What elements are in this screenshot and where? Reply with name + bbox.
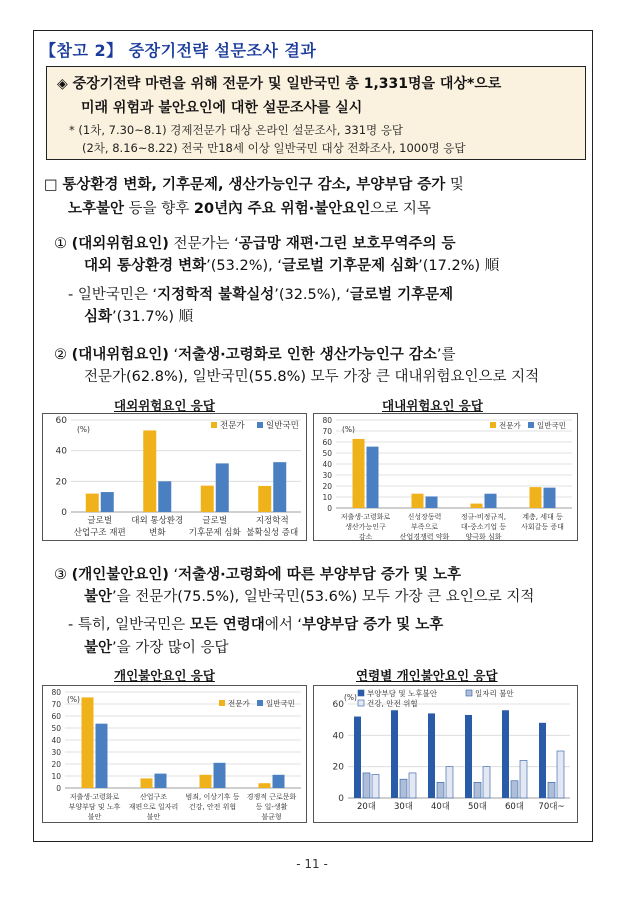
chart-4-legend-label: 일자리 불안 (475, 689, 514, 698)
chart-4-y-tick: 20 (332, 762, 344, 773)
summary-note-2: (2차, 8.16~8.22) 전국 만18세 이상 일반국민 대상 전화조사, 1000명 응답 (82, 141, 466, 155)
chart-1-x-label: 변화 (149, 528, 166, 538)
chart-2-x-label: 신성장동력 (407, 513, 442, 521)
chart-4-bar (437, 782, 444, 798)
chart-3-y-tick: 60 (51, 712, 61, 721)
chart-2-x-label: 부족으로 (410, 523, 439, 531)
page-title: 【참고 2】 중장기전략 설문조사 결과 (40, 41, 317, 60)
chart-3-title: 개인불안요인 응답 (114, 668, 215, 683)
chart-4-y-tick: 0 (338, 794, 344, 804)
chart-4-bar (428, 713, 435, 798)
chart-4-bar (400, 779, 407, 798)
chart-2-legend-swatch (528, 422, 534, 428)
chart-1-x-label: 산업구조 재편 (73, 528, 126, 538)
chart-4-y-tick: 60 (332, 700, 344, 710)
summary-line-1: ◈ 중장기전략 마련을 위해 전문가 및 일반국민 총 1,331명을 대상*으로 (57, 76, 502, 92)
chart-2-x-label: 생산가능인구 (345, 523, 386, 531)
chart-1-legend-swatch (257, 422, 263, 428)
chart-3-x-label: 불안 (146, 813, 161, 821)
item-1-line-1: ① (대외위험요인) 전문가는 ‘공급망 재편·그린 보호무역주의 등 (54, 236, 456, 252)
chart-4-bar (483, 767, 490, 798)
chart-2-box (313, 413, 578, 541)
chart-4-x-label: 20대 (356, 802, 377, 812)
chart-3-box (42, 685, 307, 823)
chart-2-x-label: 저출생·고령화로 (340, 513, 391, 521)
chart-4-title: 연령별 개인불안요인 응답 (356, 668, 498, 683)
chart-1-legend-label: 전문가 (220, 421, 245, 431)
item-3-line-1: ③ (개인불안요인) ‘저출생·고령화에 따른 부양부담 증가 및 노후 (54, 567, 461, 583)
chart-1-y-tick: 60 (55, 416, 67, 426)
chart-1-x-label: 대외 통상환경 (131, 516, 184, 526)
chart-2-x-label: 계층, 세대 등 (522, 513, 563, 521)
chart-2-y-tick: 60 (322, 438, 332, 447)
chart-4-bar (354, 717, 361, 798)
chart-1-bar (101, 492, 114, 512)
chart-3-legend-swatch (257, 700, 263, 706)
chart-4-box (313, 685, 578, 823)
chart-1-bar (273, 462, 286, 512)
chart-2-y-tick: 0 (327, 504, 332, 513)
chart-4-bar (409, 773, 416, 798)
chart-2-bar (426, 496, 438, 508)
chart-1-x-label: 글로벌 (87, 516, 113, 526)
item-1-detail-line-1: - 일반국민은 ‘지정학적 불확실성’(32.5%), ‘글로벌 기후문제 (68, 287, 454, 303)
chart-1-unit-label: (%) (77, 425, 90, 434)
chart-3-legend-label: 전문가 (228, 699, 250, 708)
chart-3-bar (259, 783, 271, 788)
chart-4-bar (372, 775, 379, 799)
item-2-line-1: ② (대내위험요인) ‘저출생·고령화로 인한 생산가능인구 감소’를 (54, 347, 456, 363)
chart-4-x-label: 30대 (393, 802, 414, 812)
item-3-detail-line-1: - 특히, 일반국민은 모든 연령대에서 ‘부양부담 증가 및 노후 (68, 617, 444, 633)
chart-1-bar (258, 486, 271, 512)
chart-2-bar (530, 487, 542, 508)
chart-4-legend-swatch (466, 690, 472, 696)
chart-4-bar (446, 767, 453, 798)
chart-3-y-tick: 40 (51, 736, 61, 745)
chart-3-legend-label: 일반국민 (266, 699, 295, 708)
chart-3-x-label: 산업구조 (139, 793, 168, 801)
chart-4-bar (511, 781, 518, 798)
chart-4-y-tick: 40 (332, 731, 344, 742)
chart-2-x-label: 양극화 심화 (465, 533, 502, 540)
chart-3-y-tick: 0 (56, 784, 61, 793)
chart-1-bar (158, 481, 171, 512)
chart-1-title: 대외위험요인 응답 (114, 398, 215, 413)
chart-3-bar (155, 774, 167, 788)
chart-4 (314, 686, 577, 822)
chart-2-y-tick: 70 (322, 427, 332, 436)
chart-2 (314, 414, 577, 540)
chart-4-legend-label: 부양부담 및 노후불안 (367, 689, 437, 698)
item-3-line-2: 불안’을 전문가(75.5%), 일반국민(53.6%) 모두 가장 큰 요인으로 지적 (84, 589, 535, 605)
chart-4-bar (557, 751, 564, 798)
item-1-detail-line-2: 심화’(31.7%) 順 (84, 309, 194, 325)
chart-3-y-tick: 30 (51, 748, 61, 757)
chart-1-x-label: 기후문제 심화 (188, 528, 241, 538)
chart-3-x-label: 건강, 안전 위협 (188, 803, 237, 811)
chart-2-x-label: 산업경쟁력 약화 (399, 533, 450, 540)
para-1-line-1: □ 통상환경 변화, 기후문제, 생산가능인구 감소, 부양부담 증가 및 (44, 177, 464, 193)
page-number: - 11 - (296, 857, 328, 871)
chart-3-x-label: 재편으로 일자리 (128, 803, 179, 811)
chart-4-bar (502, 710, 509, 798)
chart-2-legend-swatch (490, 422, 496, 428)
chart-3-x-label: 경쟁적 근로문화 (246, 793, 297, 801)
chart-2-x-label: 대-중소기업 등 (460, 523, 507, 531)
chart-2-bar (471, 504, 483, 508)
chart-3-legend-swatch (219, 700, 225, 706)
chart-3-bar (82, 697, 94, 788)
chart-4-bar (465, 715, 472, 798)
chart-3-bar (273, 775, 285, 788)
chart-1-y-tick: 20 (55, 477, 67, 488)
chart-3-y-tick: 80 (51, 688, 61, 697)
summary-line-2: 미래 위험과 불안요인에 대한 설문조사를 실시 (81, 100, 363, 116)
chart-1 (43, 414, 306, 540)
chart-1-legend-swatch (211, 422, 217, 428)
chart-4-bar (474, 782, 481, 798)
chart-1-box (42, 413, 307, 541)
chart-1-x-label: 불확실성 증대 (246, 528, 299, 538)
chart-1-bar (216, 463, 229, 512)
chart-4-legend-label: 건강, 안전 위협 (367, 699, 418, 708)
chart-4-unit-label: (%) (344, 693, 357, 702)
chart-3 (43, 686, 306, 822)
chart-2-unit-label: (%) (342, 425, 355, 434)
chart-2-bar (367, 447, 379, 508)
chart-2-legend-label: 일반국민 (537, 421, 566, 430)
para-1-line-2: 노후불안 등을 향후 20년內 주요 위험·불안요인으로 지목 (68, 201, 431, 217)
chart-3-x-label: 불균형 (261, 813, 282, 821)
chart-1-y-tick: 40 (55, 446, 67, 457)
chart-2-y-tick: 30 (322, 471, 332, 480)
chart-3-y-tick: 20 (51, 760, 61, 769)
chart-3-x-label: 범죄, 이상기후 등 (185, 793, 240, 801)
chart-2-x-label: 정규-비정규직, (460, 513, 507, 521)
chart-2-bar (412, 494, 424, 508)
chart-4-bar (391, 710, 398, 798)
chart-2-x-label: 감소 (358, 533, 373, 540)
chart-4-bar (539, 723, 546, 798)
chart-4-x-label: 60대 (504, 802, 525, 812)
chart-1-legend-label: 일반국민 (266, 421, 299, 431)
chart-1-bar (86, 494, 99, 512)
chart-2-bar (485, 494, 497, 508)
chart-4-x-label: 40대 (430, 802, 451, 812)
chart-4-x-label: 70대~ (538, 802, 565, 812)
chart-2-y-tick: 80 (322, 416, 332, 425)
chart-3-bar (200, 775, 212, 788)
item-1-line-2: 대외 통상환경 변화’(53.2%), ‘글로벌 기후문제 심화’(17.2%) 順 (84, 258, 500, 274)
chart-3-bar (214, 763, 226, 788)
chart-1-y-tick: 0 (61, 508, 67, 518)
chart-4-legend-swatch (358, 690, 364, 696)
chart-4-bar (363, 773, 370, 798)
chart-3-bar (141, 778, 153, 788)
chart-2-y-tick: 40 (322, 460, 332, 469)
chart-2-title: 대내위험요인 응답 (382, 398, 483, 413)
chart-4-bar (548, 782, 555, 798)
chart-2-bar (544, 488, 556, 508)
chart-3-unit-label: (%) (67, 695, 80, 704)
chart-3-bar (96, 724, 108, 788)
chart-2-y-tick: 10 (322, 493, 332, 502)
chart-3-x-label: 저출생·고령화로 (69, 793, 120, 801)
chart-2-legend-label: 전문가 (499, 421, 521, 430)
chart-3-x-label: 불안 (87, 813, 102, 821)
chart-1-bar (143, 430, 156, 512)
chart-2-bar (353, 439, 365, 508)
chart-1-x-label: 글로벌 (202, 516, 228, 526)
summary-note-1: * (1차, 7.30~8.1) 경제전문가 대상 온라인 설문조사, 331명 응답 (69, 123, 404, 137)
chart-3-y-tick: 10 (51, 772, 61, 781)
chart-4-legend-swatch (358, 700, 364, 706)
chart-3-x-label: 등 일-생활 (255, 803, 288, 811)
chart-2-x-label: 사회갈등 증대 (521, 523, 564, 531)
summary-box (46, 66, 586, 160)
chart-3-x-label: 부양부담 및 노후 (68, 803, 121, 811)
chart-2-y-tick: 50 (322, 449, 332, 458)
chart-3-y-tick: 70 (51, 700, 61, 709)
chart-4-bar (520, 760, 527, 798)
chart-4-x-label: 50대 (467, 802, 488, 812)
item-2-line-2: 전문가(62.8%), 일반국민(55.8%) 모두 가장 큰 대내위험요인으로 지적 (84, 369, 540, 385)
chart-1-x-label: 지정학적 (255, 516, 289, 526)
chart-1-bar (201, 486, 214, 512)
chart-2-y-tick: 20 (322, 482, 332, 491)
chart-3-y-tick: 50 (51, 724, 61, 733)
item-3-detail-line-2: 불안’을 가장 많이 응답 (84, 640, 229, 656)
